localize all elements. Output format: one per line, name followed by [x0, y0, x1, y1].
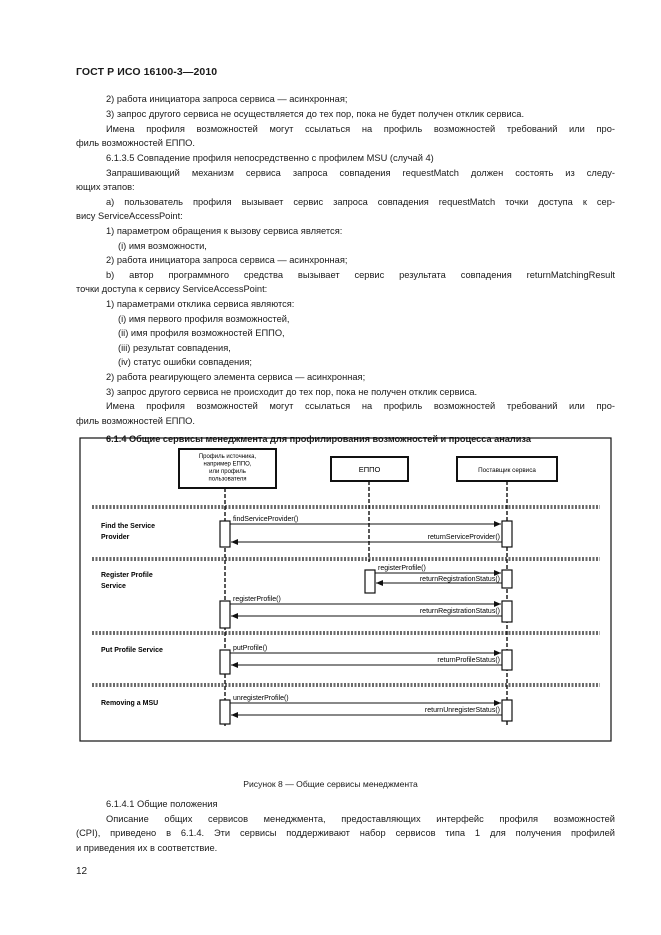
- section-label: Register Profile: [101, 572, 153, 579]
- text-line: точки доступа к сервису ServiceAccessPoint:: [76, 284, 268, 294]
- figure-caption: Рисунок 8 — Общие сервисы менеджмента: [243, 779, 418, 789]
- activation-box: [502, 700, 512, 721]
- section-heading: 6.1.4 Общие сервисы менеджмента для профилирования возможностей и процесса анализа: [106, 434, 531, 444]
- activation-box: [220, 700, 230, 724]
- activation-box: [502, 521, 512, 547]
- actor-label: например ЕППО,: [203, 461, 252, 468]
- activation-box: [220, 521, 230, 547]
- section-label: Service: [101, 583, 126, 590]
- text-line: 2) работа инициатора запроса сервиса — асинхронная;: [106, 94, 348, 104]
- activation-box: [220, 601, 230, 628]
- text-line: 2) работа реагирующего элемента сервиса — асинхронная;: [106, 372, 366, 382]
- text-line: 2) работа инициатора запроса сервиса — асинхронная;: [106, 255, 348, 265]
- diagram-frame: [80, 438, 611, 741]
- text-line: 1) параметром обращения к вызову сервиса является:: [106, 226, 343, 236]
- text-line: филь возможностей ЕППО.: [76, 138, 195, 148]
- text-line: (i) имя первого профиля возможностей,: [118, 314, 290, 324]
- section-label: Provider: [101, 534, 130, 541]
- text-line: 3) запрос другого сервиса не осуществляется до тех пор, пока не будет получен отклик сервиса.: [106, 109, 525, 119]
- activation-box: [502, 650, 512, 670]
- text-line: b) автор программного средства вызывает сервис результата совпадения returnMatchingResult: [106, 270, 615, 280]
- text-line: (iii) результат совпадения,: [118, 343, 231, 353]
- text-line: вису ServiceAccessPoint:: [76, 211, 183, 221]
- section-label: Removing a MSU: [101, 700, 159, 707]
- text-line: (CPI), приведено в 6.1.4. Эти сервисы поддерживают набор сервисов типа 1 для получения профилей: [76, 828, 615, 838]
- message-label: findServiceProvider(): [233, 516, 299, 523]
- actor-label: или профиль: [209, 469, 246, 475]
- message-label: putProfile(): [233, 645, 268, 652]
- section-label: Put Profile Service: [101, 647, 163, 654]
- section-heading: 6.1.4.1 Общие положения: [106, 799, 218, 809]
- actor-label: ЕППО: [358, 465, 381, 474]
- message-label: registerProfile(): [233, 596, 281, 603]
- message-label: returnServiceProvider(): [427, 534, 500, 541]
- section-heading: 6.1.3.5 Совпадение профиля непосредственно с профилем MSU (случай 4): [106, 153, 434, 163]
- text-line: (i) имя возможности,: [118, 241, 207, 251]
- activation-box: [502, 601, 512, 622]
- text-line: Имена профиля возможностей могут ссылаться на профиль возможностей требований или про-: [106, 401, 615, 411]
- text-line: Запрашивающий механизм сервиса запроса совпадения requestMatch должен состоять из следу-: [106, 168, 615, 178]
- actor-label: пользователя: [208, 476, 247, 483]
- text-line: (iv) статус ошибки совпадения;: [118, 357, 252, 367]
- text-line: 3) запрос другого сервиса не происходит до тех пор, пока не получен отклик сервиса.: [106, 387, 478, 397]
- message-label: returnRegistrationStatus(): [419, 608, 500, 615]
- activation-box: [365, 570, 375, 593]
- text-line: 1) параметрами отклика сервиса являются:: [106, 299, 295, 309]
- activation-box: [220, 650, 230, 674]
- actor-label: Поставщик сервиса: [478, 467, 536, 474]
- message-label: returnProfileStatus(): [437, 657, 500, 664]
- text-line: а) пользователь профиля вызывает сервис запроса совпадения requestMatch точки доступа к сер-: [106, 197, 615, 207]
- text-line: филь возможностей ЕППО.: [76, 416, 195, 426]
- text-line: ющих этапов:: [76, 182, 135, 192]
- text-line: и приведения их в соответствие.: [76, 843, 218, 853]
- message-label: returnUnregisterStatus(): [424, 707, 500, 714]
- text-line: Имена профиля возможностей могут ссылаться на профиль возможностей требований или про-: [106, 124, 615, 134]
- message-label: returnRegistrationStatus(): [419, 576, 500, 583]
- message-label: registerProfile(): [378, 565, 426, 572]
- page-number: 12: [76, 866, 88, 877]
- document-header: ГОСТ Р ИСО 16100-3—2010: [76, 66, 218, 78]
- activation-box: [502, 570, 512, 588]
- text-line: (ii) имя профиля возможностей ЕППО,: [118, 328, 285, 338]
- actor-label: Профиль источника,: [198, 454, 257, 460]
- message-label: unregisterProfile(): [233, 695, 289, 702]
- text-line: Описание общих сервисов менеджмента, предоставляющих интерфейс профиля возможностей: [106, 814, 615, 824]
- section-label: Find the Service: [101, 523, 156, 530]
